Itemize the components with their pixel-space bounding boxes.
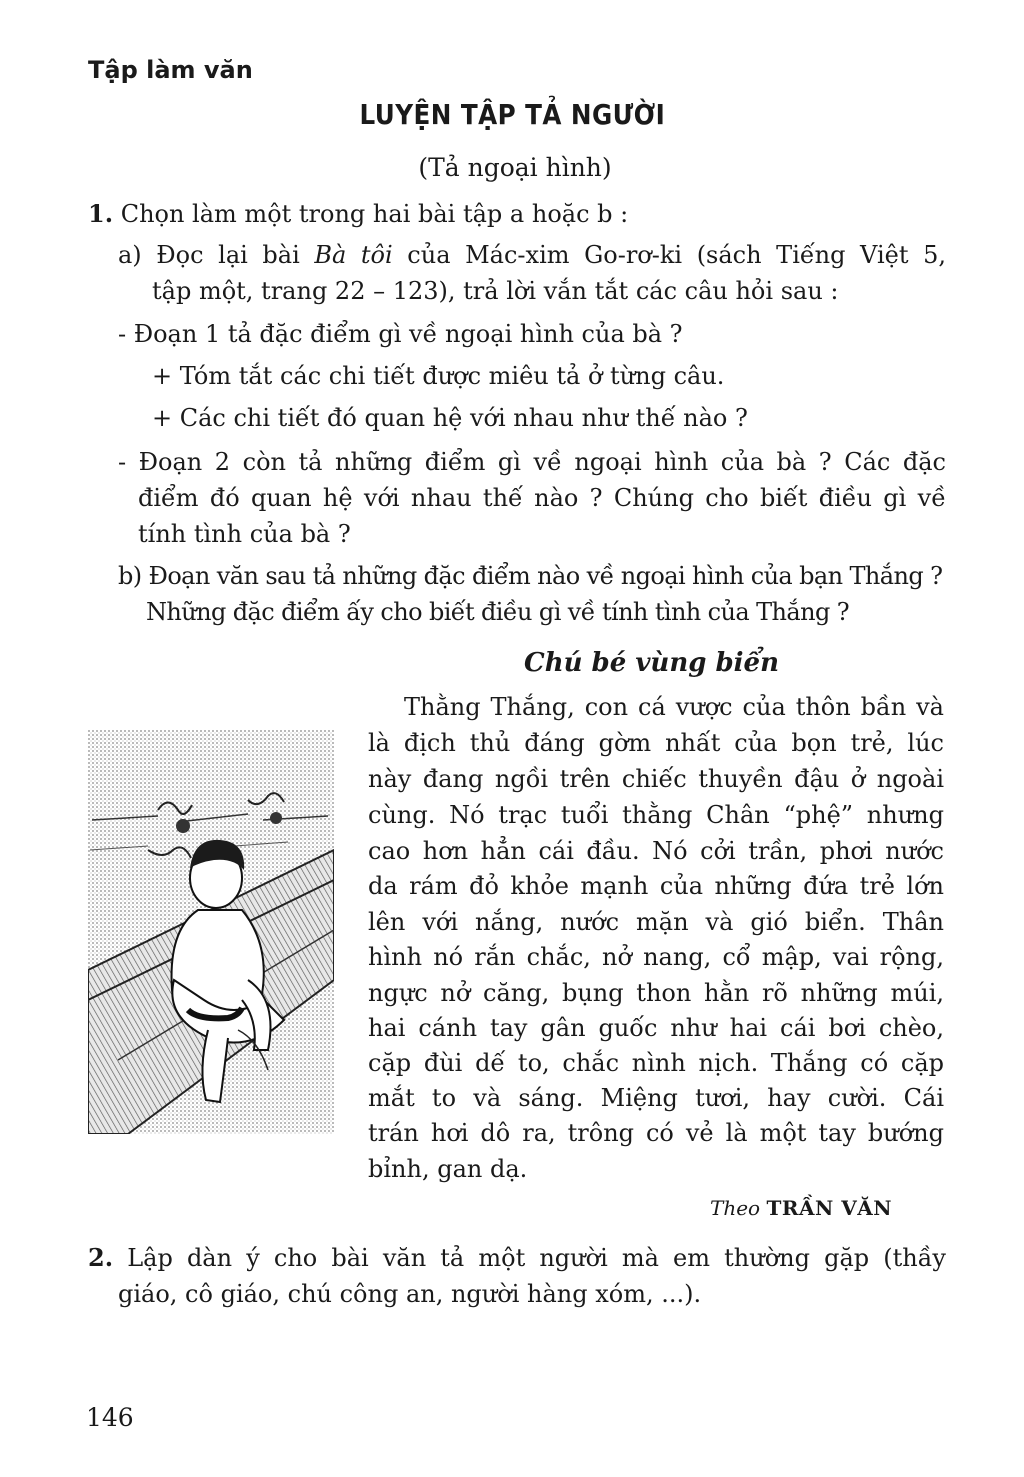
story-line: này đang ngồi trên chiếc thuyền đậu ở ngoài: [368, 765, 944, 793]
author-name: TRẦN VĂN: [766, 1196, 893, 1220]
question-2-line-1: - Đoạn 2 còn tả những điểm gì về ngoại hình của bà ? Các đặc: [118, 448, 946, 476]
story-line: trán hơi dô ra, trông có vẻ là một tay bướng: [368, 1119, 944, 1147]
boy-on-boat-illustration: [88, 730, 334, 1134]
story-line: cặp đùi dế to, chắc nình nịch. Thắng có cặp: [368, 1049, 944, 1077]
question-1-sub-2: + Các chi tiết đó quan hệ với nhau như thế nào ?: [152, 404, 748, 432]
exercise-2-number: 2.: [88, 1243, 114, 1272]
exercise-1a-line-2: tập một, trang 22 – 123), trả lời vắn tắt các câu hỏi sau :: [152, 277, 839, 305]
exercise-1b-line-2: Những đặc điểm ấy cho biết điều gì về tính tình của Thắng ?: [146, 598, 850, 626]
exercise-1a-suffix: của Mác-xim Go-rơ-ki (sách Tiếng Việt 5,: [392, 241, 946, 269]
question-2-line-3: tính tình của bà ?: [138, 520, 351, 548]
story-line: bỉnh, gan dạ.: [368, 1155, 528, 1183]
story-line: cùng. Nó trạc tuổi thằng Chân “phệ” nhưng: [368, 801, 944, 829]
story-line: hình nó rắn chắc, nở nang, cổ mập, vai rộng,: [368, 943, 944, 971]
story-line: mắt to và sáng. Miệng tươi, hay cười. Cái: [368, 1084, 944, 1112]
story-line: ngực nở căng, bụng thon hằn rõ những múi,: [368, 979, 944, 1007]
exercise-1-number: 1.: [88, 199, 114, 228]
exercise-2-text: Lập dàn ý cho bài văn tả một người mà em thường gặp (thầy: [127, 1244, 946, 1272]
exercise-1a-prefix: a) Đọc lại bài: [118, 241, 315, 269]
exercise-1a-line-1: [118, 241, 946, 269]
question-2-line-2: điểm đó quan hệ với nhau thế nào ? Chúng cho biết điều gì về: [138, 484, 946, 512]
story-author: [710, 1196, 892, 1220]
exercise-1-intro-text: Chọn làm một trong hai bài tập a hoặc b :: [120, 200, 629, 228]
book-title-ba-toi: Bà tôi: [314, 241, 393, 269]
page-subtitle: (Tả ngoại hình): [418, 153, 612, 182]
story-line: Thằng Thắng, con cá vược của thôn bần và: [404, 693, 944, 721]
story-line: là địch thủ đáng gờm nhất của bọn trẻ, lúc: [368, 729, 944, 757]
question-1: - Đoạn 1 tả đặc điểm gì về ngoại hình của bà ?: [118, 320, 683, 348]
section-label: Tập làm văn: [88, 56, 253, 84]
question-1-sub-1: + Tóm tắt các chi tiết được miêu tả ở từng câu.: [152, 362, 725, 390]
exercise-2-line-2: giáo, cô giáo, chú công an, người hàng xóm, ...).: [118, 1280, 702, 1308]
page-number: 146: [86, 1403, 134, 1432]
exercise-1-intro: [88, 199, 628, 228]
page-title: LUYỆN TẬP TẢ NGƯỜI: [359, 98, 666, 131]
story-line: lên với nắng, nước mặn và gió biển. Thân: [368, 908, 944, 936]
story-title: Chú bé vùng biển: [524, 648, 779, 678]
exercise-2-line-1: [88, 1243, 946, 1272]
story-line: hai cánh tay gân guốc như hai cái bơi chèo,: [368, 1014, 944, 1042]
story-line: cao hơn hẳn cái đầu. Nó cởi trần, phơi nước: [368, 837, 944, 865]
story-line: da rám đỏ khỏe mạnh của những đứa trẻ lớn: [368, 872, 944, 900]
author-prefix: Theo: [710, 1196, 761, 1220]
exercise-1b-line-1: b) Đoạn văn sau tả những đặc điểm nào về ngoại hình của bạn Thắng ?: [118, 562, 943, 590]
